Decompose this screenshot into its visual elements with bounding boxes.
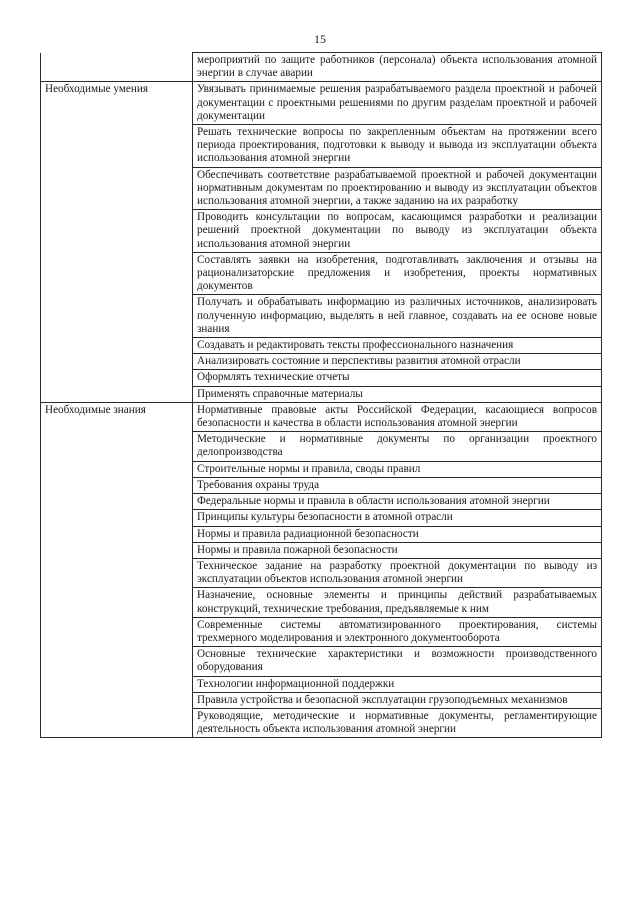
item-cell (193, 210, 602, 253)
table-row (41, 402, 602, 431)
item-text: Увязывать принимаемые решения разрабатываемого раздела проектной и рабочей документации с проектными решениями по другим разделам проектной и рабочей документации (197, 83, 597, 122)
item-cell (193, 386, 602, 402)
continuation-text: мероприятий по защите работников (персонала) объекта использования атомной энергии в случае аварии (197, 54, 597, 80)
item-cell (193, 558, 602, 587)
item-text: Нормативные правовые акты Российской Федерации, касающиеся вопросов безопасности и качества в области использования атомной энергии (197, 403, 597, 430)
table-row (41, 82, 602, 125)
label-cell-empty (41, 53, 193, 82)
item-cell (193, 338, 602, 354)
item-cell (193, 295, 602, 338)
item-cell (193, 542, 602, 558)
section-label-cell (41, 402, 193, 737)
item-text: Строительные нормы и правила, своды правил (197, 462, 421, 475)
qualification-table (40, 52, 602, 738)
item-cell (193, 588, 602, 617)
item-text: Оформлять технические отчеты (197, 371, 350, 384)
item-cell (193, 252, 602, 295)
item-cell (193, 510, 602, 526)
item-text: Анализировать состояние и перспективы развития атомной отрасли (197, 355, 521, 368)
item-text: Решать технические вопросы по закрепленным объектам на протяжении всего периода проектирования, подготовки к выводу и вывода из эксплуатации объекта использования атомной энергии (197, 126, 597, 165)
item-cell (193, 82, 602, 125)
item-text: Проводить консультации по вопросам, касающимся разработки и реализации решений проектной документации по выводу из эксплуатации объекта использования атомной энергии (197, 211, 597, 250)
item-text: Нормы и правила пожарной безопасности (197, 543, 398, 556)
item-cell (193, 526, 602, 542)
item-cell (193, 494, 602, 510)
item-text: Принципы культуры безопасности в атомной отрасли (197, 511, 453, 524)
section-label-cell (41, 82, 193, 402)
item-cell (193, 370, 602, 386)
item-text: Основные технические характеристики и возможности производственного оборудования (197, 648, 597, 674)
continuation-row (41, 53, 602, 82)
qualification-table-body (41, 53, 602, 738)
item-text: Технологии информационной поддержки (197, 677, 395, 690)
item-cell (193, 676, 602, 692)
item-text: Методические и нормативные документы по организации проектного делопроизводства (197, 433, 597, 459)
item-text: Обеспечивать соответствие разрабатываемой проектной и рабочей документации нормативным документам по проектированию и выводу из эксплуатации объектов использования атомной энергии, а также заданию на их разработку (197, 168, 597, 208)
item-cell (193, 432, 602, 461)
item-text: Нормы и правила радиационной безопасности (197, 527, 419, 540)
item-cell (193, 167, 602, 210)
item-text: Руководящие, методические и нормативные документы, регламентирующие деятельность объекта использования атомной энергии (197, 709, 597, 736)
item-cell (193, 354, 602, 370)
item-cell (193, 461, 602, 477)
item-cell (193, 647, 602, 676)
item-cell (193, 477, 602, 493)
item-text: Создавать и редактировать тексты профессионального назначения (197, 339, 514, 352)
section-label: Необходимые умения (45, 83, 148, 96)
page-number: 15 (314, 32, 326, 46)
item-text: Применять справочные материалы (197, 387, 363, 400)
item-cell (193, 402, 602, 431)
item-text: Техническое задание на разработку проектной документации по выводу из эксплуатации объектов использования атомной энергии (197, 559, 597, 586)
item-text: Современные системы автоматизированного проектирования, системы трехмерного моделирования и электронного документооборота (197, 618, 597, 644)
continuation-cell (193, 53, 602, 82)
item-cell (193, 617, 602, 646)
item-text: Назначение, основные элементы и принципы действий разрабатываемых конструкций, технические требования, предъявляемые к ним (197, 589, 597, 615)
item-cell (193, 125, 602, 168)
item-cell (193, 708, 602, 737)
item-cell (193, 692, 602, 708)
item-text: Составлять заявки на изобретения, подготавливать заключения и отзывы на рационализаторские предложения и изобретения, проекты нормативных документов (197, 253, 597, 293)
item-text: Федеральные нормы и правила в области использования атомной энергии (197, 495, 550, 508)
item-text: Получать и обрабатывать информацию из различных источников, анализировать полученную информацию, выделять в ней главное, создавать на ее основе новые знания (197, 296, 597, 335)
item-text: Правила устройства и безопасной эксплуатации грузоподъемных механизмов (197, 693, 568, 706)
item-text: Требования охраны труда (197, 478, 320, 491)
section-label: Необходимые знания (45, 403, 146, 416)
